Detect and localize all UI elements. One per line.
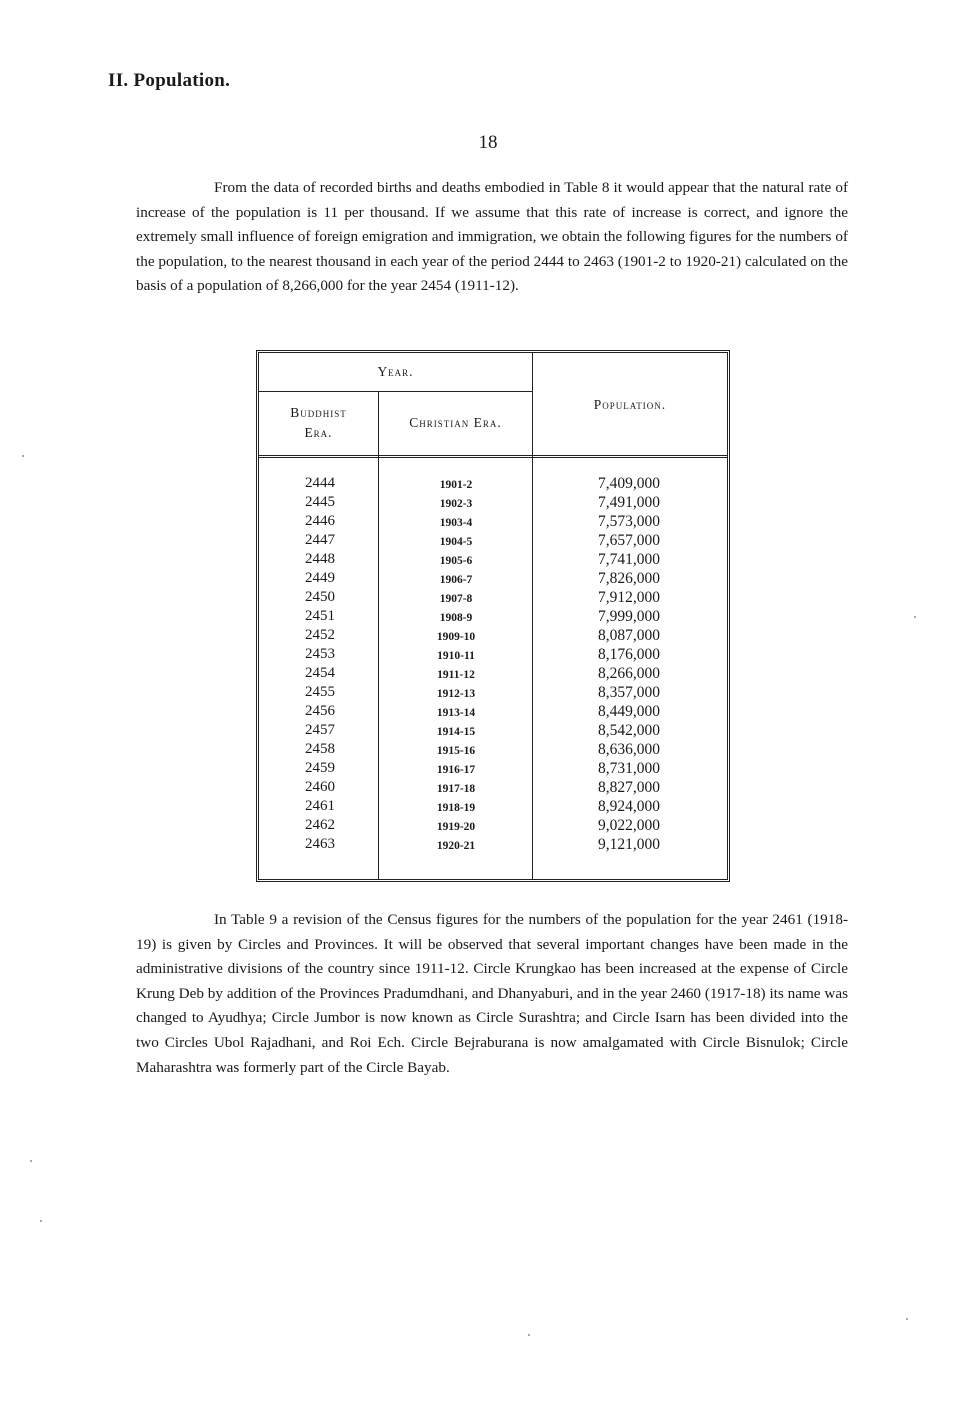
population-cell: 7,999,000 — [598, 608, 660, 625]
christian-era-cell: 1905-6 — [439, 555, 473, 567]
column-christian-era — [380, 474, 532, 856]
table-divider-col1 — [378, 391, 379, 879]
table-rule-year — [259, 391, 532, 392]
population-cell: 7,409,000 — [598, 475, 660, 492]
population-cell: 7,912,000 — [598, 589, 660, 606]
buddhist-era-cell: 2450 — [305, 589, 335, 605]
population-cell: 8,924,000 — [598, 798, 660, 815]
page-number: 18 — [478, 132, 498, 153]
buddhist-era-cell: 2447 — [305, 532, 335, 548]
population-cell: 9,022,000 — [598, 817, 660, 834]
population-cell: 8,827,000 — [598, 779, 660, 796]
population-cell: 7,491,000 — [598, 494, 660, 511]
population-cell: 8,449,000 — [598, 703, 660, 720]
header-population: Population. — [593, 397, 667, 412]
population-cell: 8,731,000 — [598, 760, 660, 777]
population-cell: 8,087,000 — [598, 627, 660, 644]
christian-era-cell: 1920-21 — [436, 840, 476, 852]
header-buddhist-era-line1: Buddhist — [290, 405, 347, 420]
column-population — [534, 474, 724, 854]
christian-era-cell: 1916-17 — [436, 764, 476, 776]
buddhist-era-cell: 2462 — [305, 817, 335, 833]
buddhist-era-cell: 2461 — [305, 798, 335, 814]
christian-era-cell: 1903-4 — [439, 517, 473, 529]
scan-speck — [40, 1220, 42, 1222]
scan-speck — [906, 1318, 908, 1320]
header-year: Year. — [377, 364, 414, 379]
christian-era-cell: 1914-15 — [436, 726, 476, 738]
scan-speck — [30, 1160, 32, 1162]
christian-era-cell: 1911-12 — [437, 669, 475, 681]
buddhist-era-cell: 2453 — [305, 646, 335, 662]
buddhist-era-cell: 2445 — [305, 494, 335, 510]
table-rule-header — [259, 455, 727, 456]
buddhist-era-cell: 2451 — [305, 608, 335, 624]
buddhist-era-cell: 2449 — [305, 570, 335, 586]
buddhist-era-cell: 2457 — [305, 722, 335, 738]
buddhist-era-cell: 2454 — [305, 665, 335, 681]
population-cell: 8,636,000 — [598, 741, 660, 758]
buddhist-era-cell: 2455 — [305, 684, 335, 700]
buddhist-era-cell: 2444 — [305, 475, 335, 491]
population-cell: 8,266,000 — [598, 665, 660, 682]
population-cell: 8,542,000 — [598, 722, 660, 739]
buddhist-era-cell: 2459 — [305, 760, 335, 776]
christian-era-cell: 1910-11 — [437, 650, 475, 662]
buddhist-era-cell: 2463 — [305, 836, 335, 852]
intro-paragraph: From the data of recorded births and deaths embodied in Table 8 it would appear that the natural rate of increase of the population is 11 per thousand. If we assume that this rate of increase is correct, and ignore the extremely small influence of foreign emigration and immigration, we obtain the following figures for the numbers of the population, to the nearest thousand in each year of the period 2444 to 2463 (1901-2 to 1920-21) calculated on the basis of a population of 8,266,000 for the year 2454 (1911-12). — [136, 179, 848, 295]
christian-era-cell: 1917-18 — [436, 783, 476, 795]
christian-era-cell: 1913-14 — [436, 707, 476, 719]
population-cell: 8,357,000 — [598, 684, 660, 701]
christian-era-cell: 1919-20 — [436, 821, 476, 833]
christian-era-cell: 1918-19 — [436, 802, 476, 814]
buddhist-era-cell: 2452 — [305, 627, 335, 643]
christian-era-cell: 1912-13 — [436, 688, 476, 700]
christian-era-cell: 1904-5 — [439, 536, 473, 548]
christian-era-cell: 1908-9 — [439, 612, 473, 624]
christian-era-cell: 1906-7 — [439, 574, 473, 586]
population-cell: 9,121,000 — [598, 836, 660, 853]
table-rule-header-2 — [259, 457, 727, 458]
buddhist-era-cell: 2446 — [305, 513, 335, 529]
scan-speck — [22, 455, 24, 457]
population-cell: 7,826,000 — [598, 570, 660, 587]
section-heading: II. Population. — [108, 70, 231, 91]
population-cell: 7,741,000 — [598, 551, 660, 568]
buddhist-era-cell: 2458 — [305, 741, 335, 757]
revision-paragraph: In Table 9 a revision of the Census figures for the numbers of the population for the year 2461 (1918-19) is given by Circles and Provinces. It will be observed that several important changes have been made in the administrative divisions of the country since 1911-12. Circle Krungkao has been increased at the expense of Circle Krung Deb by addition of the Provinces Pradumdhani, and Dhanyaburi, and in the year 2460 (1917-18) its name was changed to Ayudhya; Circle Jumbor is now known as Circle Surashtra; and Circle Isarn has been divided into the two Circles Ubol Rajadhani, and Roi Ech. Circle Bejraburana is now amalgamated with Circle Bisnulok; Circle Maharashtra was formerly part of the Circle Bayab. — [136, 911, 848, 1076]
table-divider-col2 — [532, 353, 533, 879]
column-buddhist-era — [262, 474, 378, 854]
christian-era-cell: 1915-16 — [436, 745, 476, 757]
population-cell: 7,657,000 — [598, 532, 660, 549]
christian-era-cell: 1907-8 — [439, 593, 473, 605]
header-christian-era: Christian Era. — [409, 415, 502, 430]
buddhist-era-cell: 2456 — [305, 703, 335, 719]
scan-speck — [528, 1334, 530, 1336]
buddhist-era-cell: 2448 — [305, 551, 335, 567]
population-cell: 7,573,000 — [598, 513, 660, 530]
buddhist-era-cell: 2460 — [305, 779, 335, 795]
christian-era-cell: 1902-3 — [439, 498, 473, 510]
header-buddhist-era-line2: Era. — [304, 425, 333, 440]
christian-era-cell: 1909-10 — [436, 631, 476, 643]
population-cell: 8,176,000 — [598, 646, 660, 663]
christian-era-cell: 1901-2 — [439, 479, 473, 491]
scan-speck — [914, 616, 916, 618]
